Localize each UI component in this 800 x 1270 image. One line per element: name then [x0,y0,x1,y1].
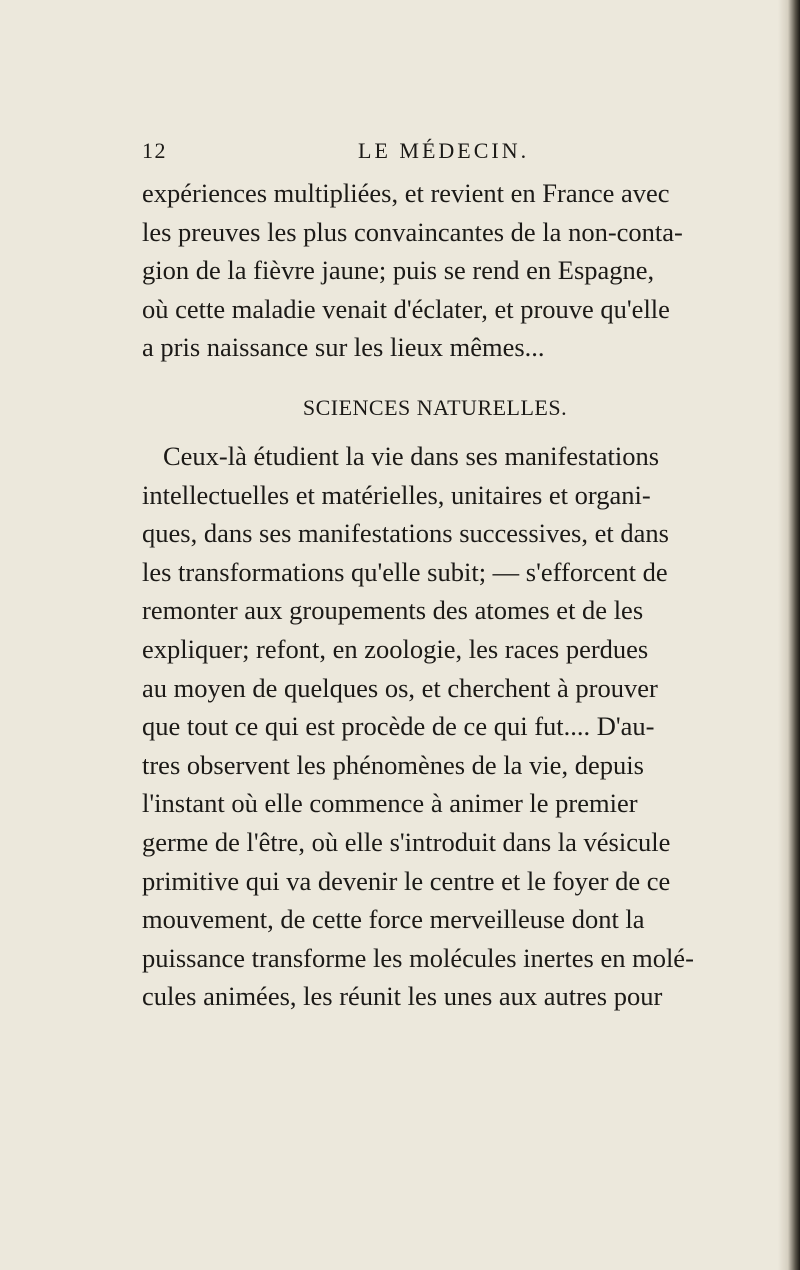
text-line: primitive qui va devenir le centre et le foyer de ce [142,865,671,896]
running-head [142,138,702,172]
text-line: expériences multipliées, et revient en France avec [142,178,670,208]
text-line: tres observent les phénomènes de la vie, depuis [142,749,644,780]
paragraph-sciences-naturelles [142,437,720,1016]
text-line: expliquer; refont, en zoologie, les races perdues [142,633,649,664]
text-line: où cette maladie venait d'éclater, et prouve qu'elle [142,293,670,324]
text-line: les preuves les plus convaincantes de la non-conta- [142,216,683,247]
page-number: 12 [142,138,167,163]
text-line: les transformations qu'elle subit; — s'efforcent de [142,556,668,587]
text-line: au moyen de quelques os, et cherchent à prouver [142,672,658,703]
text-line: Ceux-là étudient la vie dans ses manifestations [163,441,660,471]
text-line: puissance transforme les molécules inertes en molé- [142,942,694,973]
section-heading: SCIENCES NATURELLES. [302,395,568,420]
paragraph-continuation [142,174,720,367]
page-edge-shadow [778,0,800,1270]
text-line: mouvement, de cette force merveilleuse dont la [142,904,645,935]
text-line: germe de l'être, où elle s'introduit dans la vésicule [142,826,671,857]
text-line: ques, dans ses manifestations successives, et dans [142,518,669,549]
text-line: intellectuelles et matérielles, unitaires et organi- [142,479,651,510]
text-line: a pris naissance sur les lieux mêmes... [142,332,545,363]
text-line: l'instant où elle commence à animer le premier [142,788,638,819]
text-line: remonter aux groupements des atomes et de les [142,595,644,626]
text-line: que tout ce qui est procède de ce qui fut.... D'au- [142,711,655,742]
text-line: gion de la fièvre jaune; puis se rend en Espagne, [142,255,655,286]
running-title: LE MÉDECIN. [358,138,530,163]
text-line: cules animées, les réunit les unes aux autres pour [142,981,663,1012]
